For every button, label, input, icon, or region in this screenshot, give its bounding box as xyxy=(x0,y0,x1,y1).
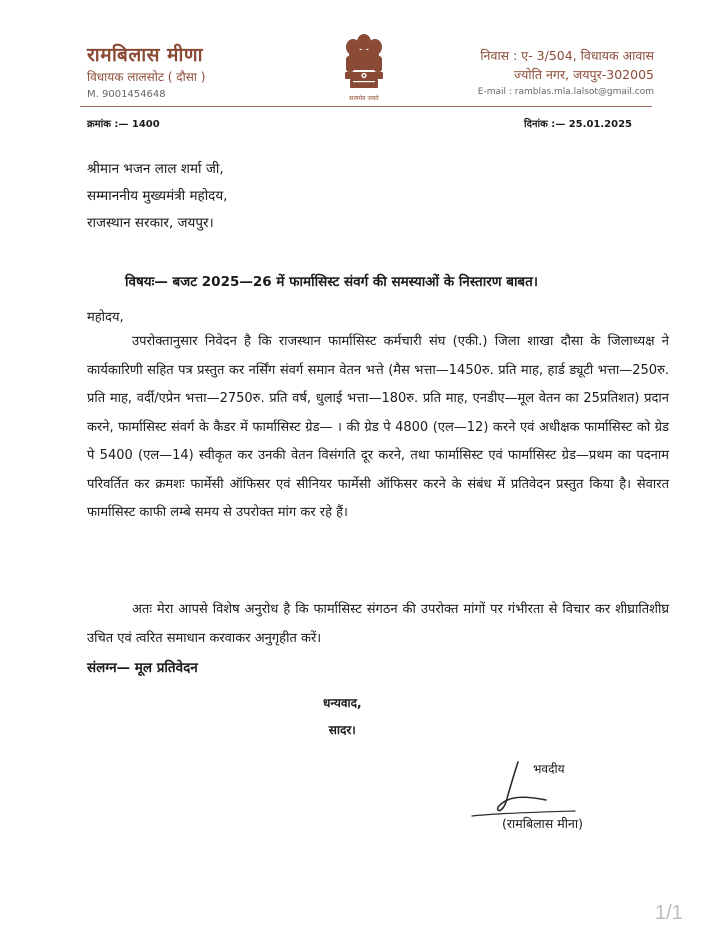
addressee-block xyxy=(87,156,227,237)
addressee-line-2: सम्माननीय मुख्यमंत्री महोदय, xyxy=(87,188,228,204)
page-indicator: 1/1 xyxy=(655,902,683,924)
valediction: भवदीय xyxy=(533,762,565,776)
attachment-note: संलग्न— मूल प्रतिवेदन xyxy=(87,660,198,676)
state-emblem xyxy=(335,32,393,103)
letterhead-address xyxy=(478,46,654,98)
address-line-1: निवास : ए- 3/504, विधायक आवास xyxy=(480,48,654,63)
letterhead-divider xyxy=(80,106,652,107)
closing-thanks: धन्यवाद, xyxy=(323,696,362,710)
reference-date: दिनांक :— 25.01.2025 xyxy=(524,119,632,130)
letterhead-sender xyxy=(87,44,205,102)
addressee-line-3: राजस्थान सरकार, जयपुर। xyxy=(87,215,214,231)
sender-email: E-mail : ramblas.mla.lalsot@gmail.com xyxy=(477,87,654,97)
reference-number: क्रमांक :— 1400 xyxy=(87,119,160,130)
lion-capital-icon xyxy=(341,32,387,94)
handwritten-signature xyxy=(470,758,580,820)
addressee-line-1: श्रीमान भजन लाल शर्मा जी, xyxy=(87,161,224,177)
salutation: महोदय, xyxy=(87,310,124,325)
sender-designation: विधायक लालसोट ( दौसा ) xyxy=(87,70,206,84)
body-paragraph-1: उपरोक्तानुसार निवेदन है कि राजस्थान फार्मासिस्ट कर्मचारी संघ (एकी.) जिला शाखा दौसा के जिलाध्यक्ष ने कार्यकारिणी सहित पत्र प्रस्तुत कर नर्सिंग संवर्ग समान वेतन भत्ते (मैस भत्ता—1450रु. प्रति माह, हार्ड ड्यूटी भत्ता—250रु. प्रति माह, वर्दी/एप्रेन भत्ता—2750रु. प्रति वर्ष, धुलाई भत्ता—180रु. प्रति माह, एनडीए—मूल वेतन का 25प्रतिशत) प्रदान करने, फार्मासिस्ट संवर्ग के कैडर में फार्मासिस्ट ग्रेड— । की ग्रेड पे 4800 (एल—12) करने एवं अधीक्षक फार्मासिस्ट को ग्रेड पे 5400 (एल—14) स्वीकृत कर उनकी वेतन विसंगति दूर करने, तथा फार्मासिस्ट एवं फार्मासिस्ट ग्रेड—प्रथम का पदनाम परिवर्तित कर क्रमशः फार्मेसी ऑफिसर एवं सीनियर फार्मेसी ऑफिसर करने के संबंध में प्रतिवेदन प्रस्तुत किया है। सेवारत फार्मासिस्ट काफी लम्बे समय से उपरोक्त मांग कर रहे हैं। xyxy=(87,334,669,520)
address-line-2: ज्योति नगर, जयपुर-302005 xyxy=(514,67,654,82)
body-paragraph-2: अतः मेरा आपसे विशेष अनुरोध है कि फार्मासिस्ट संगठन की उपरोक्त मांगों पर गंभीरता से विचार कर शीघ्रातिशीघ्र उचित एवं त्वरित समाधान करवाकर अनुगृहीत करें। xyxy=(87,602,669,646)
letter-subject: विषयः— बजट 2025—26 में फार्मासिस्ट संवर्ग की समस्याओं के निस्तारण बाबत। xyxy=(125,274,538,290)
signer-name: (रामबिलास मीना) xyxy=(502,816,583,831)
closing-block xyxy=(323,690,362,744)
sender-mobile: M. 9001454648 xyxy=(87,89,166,100)
sender-name: रामबिलास मीणा xyxy=(87,44,204,66)
emblem-motto: सत्यमेव जयते xyxy=(349,95,379,102)
closing-regards: सादर। xyxy=(328,723,356,737)
